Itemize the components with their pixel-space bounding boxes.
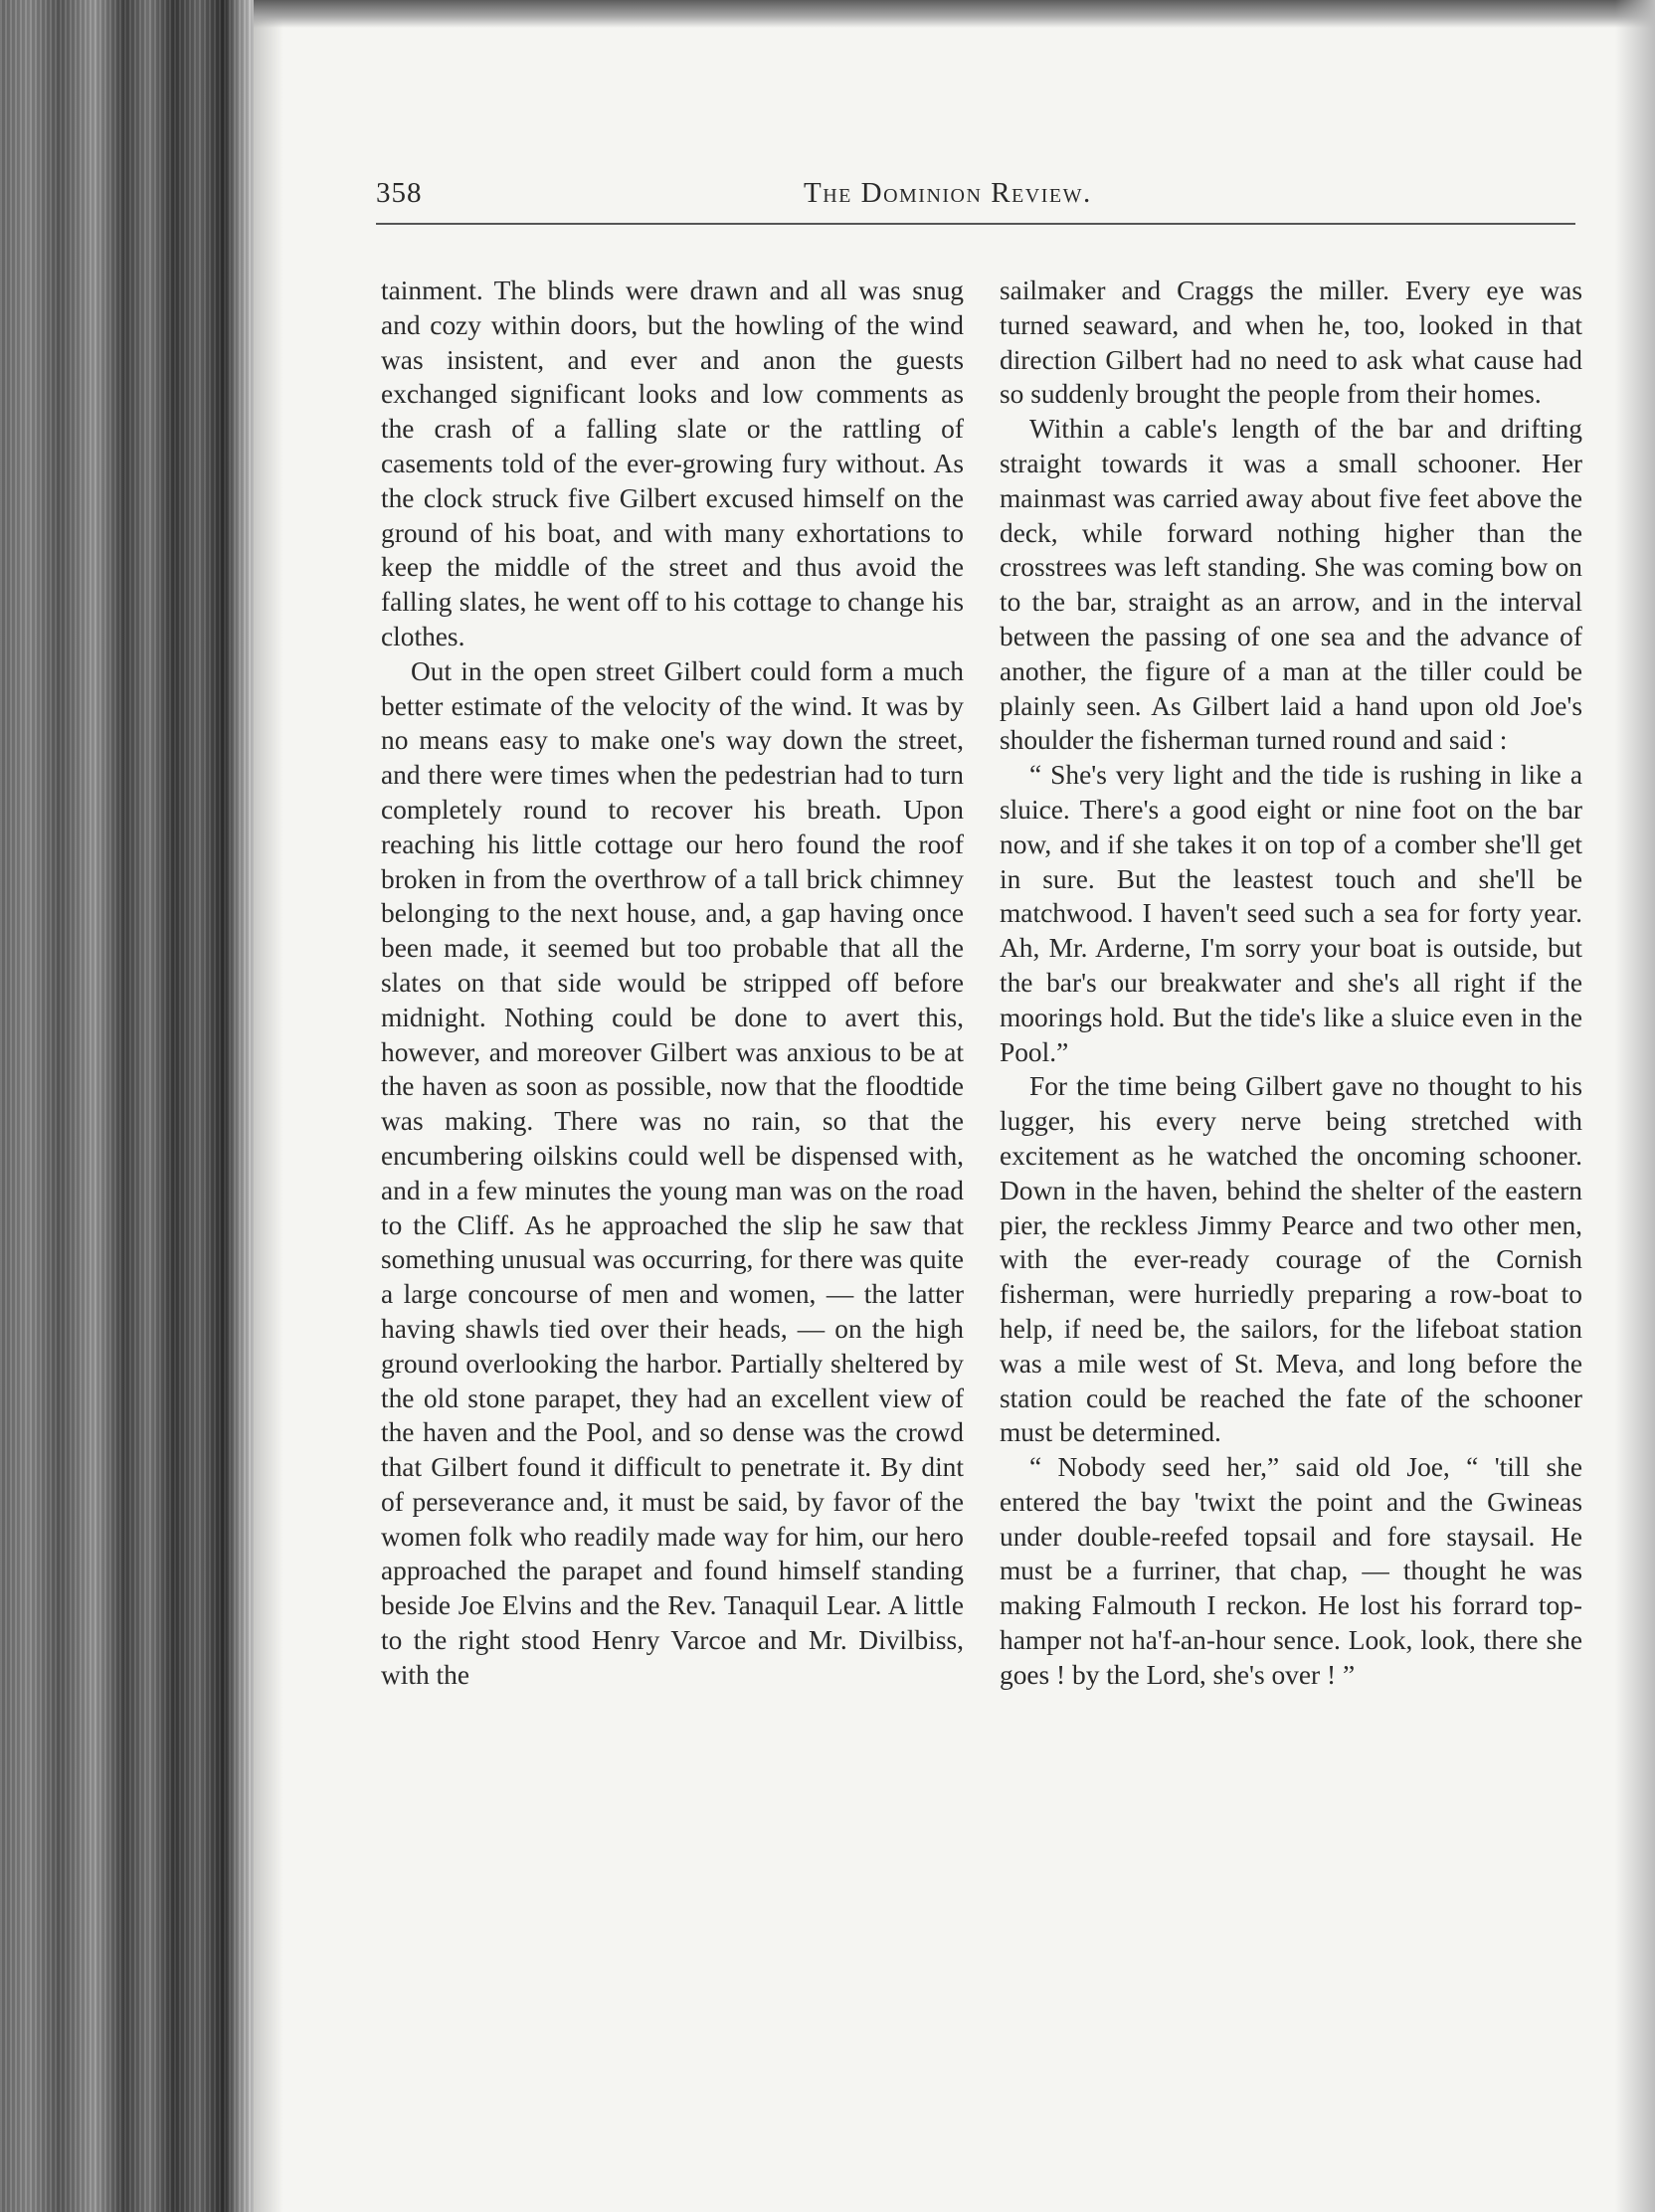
running-title: The Dominion Review. xyxy=(804,177,1092,209)
page-top-edge xyxy=(254,0,1655,28)
page-number: 358 xyxy=(376,177,423,209)
page-header xyxy=(376,177,1575,223)
paragraph: “ She's very light and the tide is rushing in like a sluice. There's a good eight or nine foot on the bar now, and if she takes it on top of a comber she'll get in sure. But the leastest touch and she'll be matchwood. I haven't seed such a sea for forty year. Ah, Mr. Arderne, I'm sorry your boat is outside, but the bar's our breakwater and she's all right if the moorings hold. But the tide's like a sluice even in the Pool.” xyxy=(1000,760,1582,1067)
paragraph: Within a cable's length of the bar and drifting straight towards it was a small schooner. Her mainmast was carried away about five feet above the deck, while forward nothing higher than the crosstrees was left standing. She was coming bow on to the bar, straight as an arrow, and in the interval between the passing of one sea and the advance of another, the figure of a man at the tiller could be plainly seen. As Gilbert laid a hand upon old Joe's shoulder the fisherman turned round and said : xyxy=(1000,414,1582,756)
paragraph: For the time being Gilbert gave no thought to his lugger, his every nerve being stretched with excitement as he watched the oncoming schooner. Down in the haven, behind the shelter of the eastern pier, the reckless Jimmy Pearce and two other men, with the ever-ready courage of the Cornish fisherman, were hurriedly preparing a row-boat to help, if need be, the sailors, for the lifeboat station was a mile west of St. Meva, and long before the station could be reached the fate of the schooner must be determined. xyxy=(1000,1071,1582,1448)
paragraph: Out in the open street Gilbert could form a much better estimate of the velocity of the wind. It was by no means easy to make one's way down the street, and there were times when the pedestrian had to turn completely round to recover his breath. Upon reaching his little cottage our hero found the roof broken in from the overthrow of a tall brick chimney belonging to the next house, and, a gap having once been made, it seemed but too probable that all the slates on that side would be stripped off before midnight. Nothing could be done to avert this, however, and moreover Gilbert was anxious to be at the haven as soon as possible, now that the floodtide was making. There was no rain, so that the encumbering oilskins could well be dispensed with, and in a few minutes the young man was on the road to the Cliff. As he approached the slip he saw that something unusual was occurring, for there was quite a large concourse of men and women, — the latter having shawls tied over their heads, — on the high ground overlooking the harbor. Partially sheltered by the old stone parapet, they had an excellent view of the haven and the Pool, and so dense was the crowd that Gilbert found it difficult to penetrate it. By dint of perseverance and, it must be said, by favor of the women folk who readily made way for him, our hero approached the parapet and found himself standing beside Joe Elvins and the Rev. Tanaquil Lear. A little to the right stood Henry Varcoe and Mr. Divilbiss, with the xyxy=(381,655,964,1690)
paragraph: tainment. The blinds were drawn and all was snug and cozy within doors, but the howling of the wind was insistent, and ever and anon the guests exchanged significant looks and low comments as the crash of a falling slate or the rattling of casements told of the ever-growing fury without. As the clock struck five Gilbert excused himself on the ground of his boat, and with many exhortations to keep the middle of the street and thus avoid the falling slates, he went off to his cottage to change his clothes. xyxy=(381,276,964,651)
page-right-edge xyxy=(1615,0,1655,2212)
left-column xyxy=(381,274,964,1693)
paragraph: sailmaker and Craggs the miller. Every eye was turned seaward, and when he, too, looked in that direction Gilbert had no need to ask what cause had so suddenly brought the people from their homes. xyxy=(1000,276,1582,410)
right-column xyxy=(1000,274,1582,1693)
book-binding-edge xyxy=(0,0,254,2212)
gutter-shadow xyxy=(254,0,283,2212)
header-rule xyxy=(376,223,1575,225)
paragraph: “ Nobody seed her,” said old Joe, “ 'till she entered the bay 'twixt the point and the Gwineas under double-reefed topsail and fore staysail. He must be a furriner, that chap, — thought he was making Falmouth I reckon. He lost his forrard top-hamper not ha'f-an-hour sence. Look, look, there she goes ! by the Lord, she's over ! ” xyxy=(1000,1452,1582,1690)
